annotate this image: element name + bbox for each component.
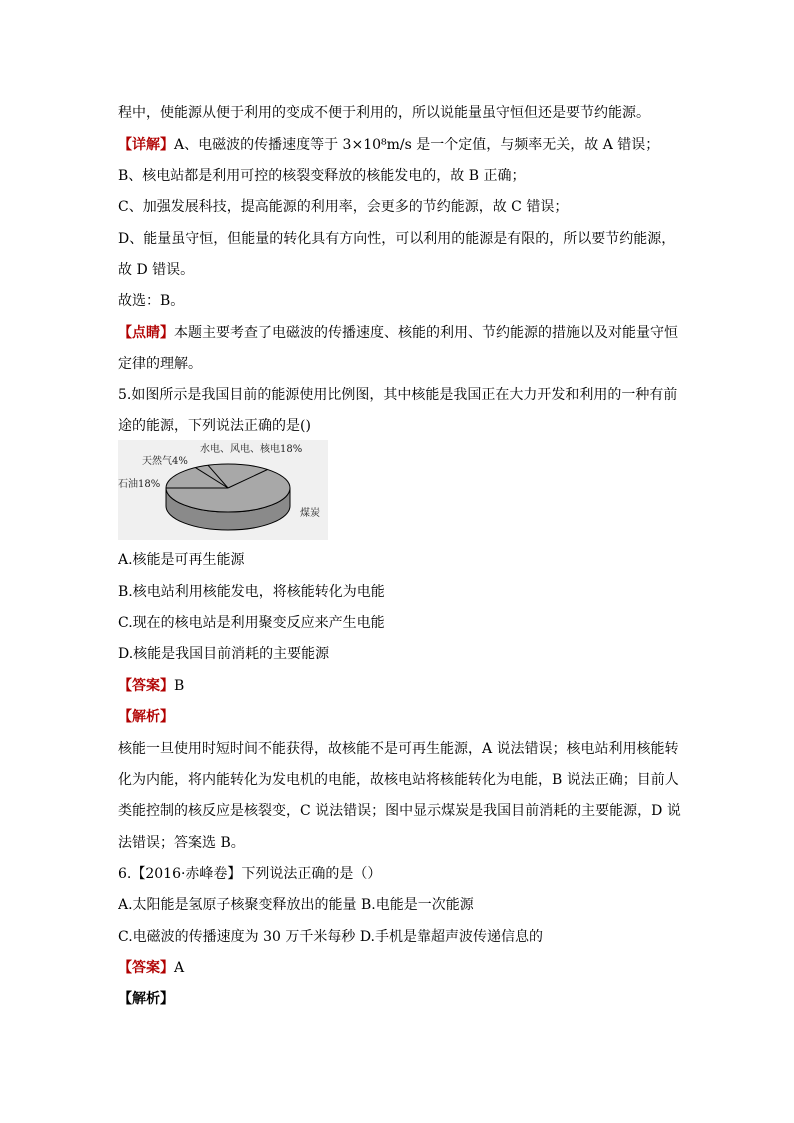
label-natural-gas: 天然气4%	[142, 456, 188, 467]
text-line: B、核电站都是利用可控的核裂变释放的核能发电的，故 B 正确；	[118, 168, 526, 184]
text-line: 故 D 错误。	[118, 262, 195, 278]
detail-text: A、电磁波的传播速度等于 3×10⁸m/s 是一个定值，与频率无关，故 A 错误；	[174, 137, 660, 153]
analysis-text: 类能控制的核反应是核裂变，C 说法错误；图中显示煤炭是我国目前消耗的主要能源，D 说	[118, 803, 681, 819]
analysis-tag: 【解析】	[118, 991, 174, 1007]
pie-group	[166, 464, 290, 530]
point-tag: 【点睛】	[118, 325, 174, 341]
option-d: D.核能是我国目前消耗的主要能源	[118, 646, 330, 662]
text-line: 程中，使能源从便于利用的变成不便于利用的，所以说能量虽守恒但还是要节约能源。	[118, 105, 650, 121]
label-coal: 煤炭	[300, 508, 320, 519]
label-hydro-wind-nuclear: 水电、风电、核电18%	[200, 444, 303, 455]
question-5-line: 途的能源，下列说法正确的是()	[118, 418, 311, 434]
answer-line	[118, 677, 688, 695]
text-line: D、能量虽守恒，但能量的转化具有方向性，可以利用的能源是有限的，所以要节约能源，	[118, 231, 676, 247]
label-oil: 石油18%	[118, 479, 161, 490]
text-line: 故选：B。	[118, 293, 185, 309]
text-line: C、加强发展科技，提高能源的利用率，会更多的节约能源，故 C 错误；	[118, 199, 569, 215]
question-5-line: 5.如图所示是我国目前的能源使用比例图，其中核能是我国正在大力开发和利用的一种有前	[118, 387, 678, 403]
question-6-line: C.电磁波的传播速度为 30 万千米每秒 D.手机是靠超声波传递信息的	[118, 929, 544, 945]
analysis-text: 化为内能，将内能转化为发电机的电能，故核电站将核能转化为电能，B 说法正确；目前人	[118, 772, 679, 788]
question-6-line: A.太阳能是氢原子核聚变释放出的能量 B.电能是一次能源	[118, 897, 474, 913]
answer-tag: 【答案】	[118, 960, 174, 976]
answer-value: A	[174, 960, 185, 976]
answer-value: B	[174, 678, 185, 694]
energy-pie-chart	[118, 440, 328, 540]
answer-tag: 【答案】	[118, 678, 174, 694]
point-text: 本题主要考查了电磁波的传播速度、核能的利用、节约能源的措施以及对能量守恒	[174, 325, 678, 341]
analysis-line	[118, 990, 688, 1008]
analysis-line	[118, 708, 688, 726]
option-a: A.核能是可再生能源	[118, 552, 245, 568]
energy-pie-svg	[118, 440, 328, 540]
detail-line	[118, 136, 688, 154]
answer-line	[118, 959, 688, 977]
analysis-text: 法错误；答案选 B。	[118, 835, 245, 851]
point-line	[118, 324, 688, 342]
option-b: B.核电站利用核能发电，将核能转化为电能	[118, 584, 385, 600]
detail-tag: 【详解】	[118, 137, 174, 153]
analysis-text: 核能一旦使用时短时间不能获得，故核能不是可再生能源，A 说法错误；核电站利用核能转	[118, 741, 679, 757]
analysis-tag: 【解析】	[118, 709, 174, 725]
option-c: C.现在的核电站是利用聚变反应来产生电能	[118, 615, 385, 631]
text-line: 定律的理解。	[118, 356, 202, 372]
question-6-line: 6.【2016·赤峰卷】下列说法正确的是（）	[118, 866, 382, 882]
